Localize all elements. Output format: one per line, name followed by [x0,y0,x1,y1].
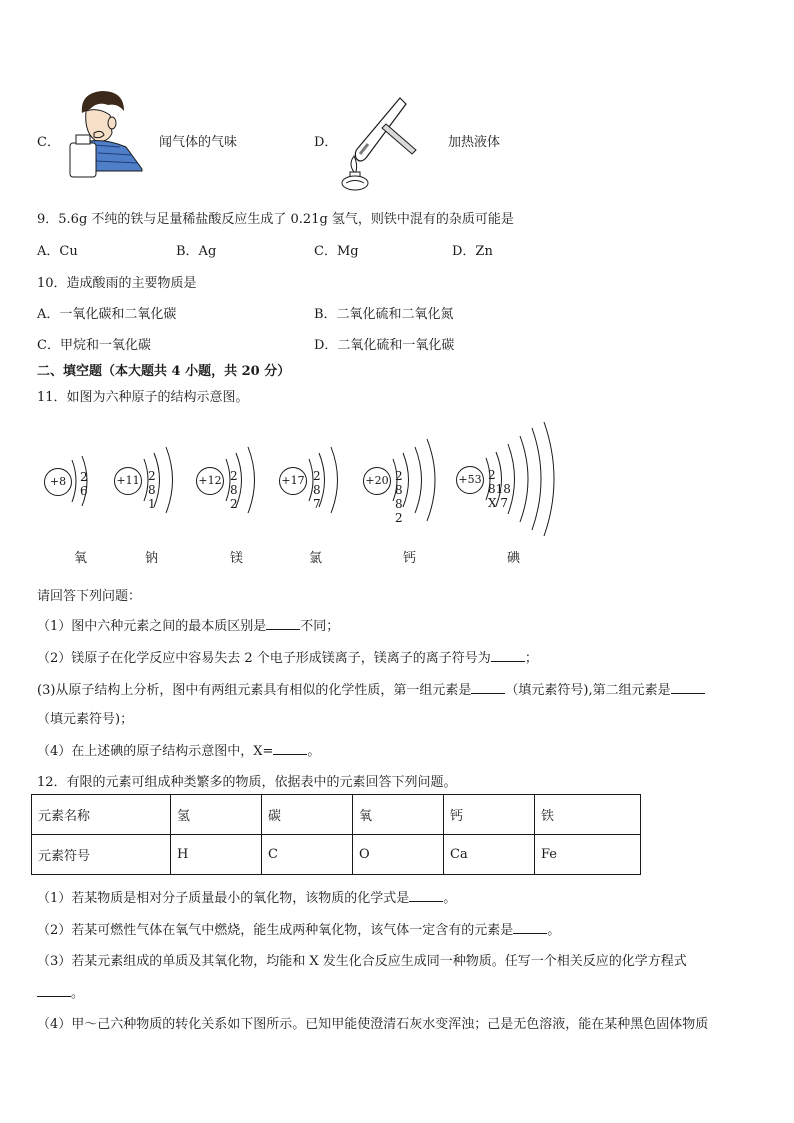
q11-part3 [37,679,705,698]
q10-option-d: D．二氧化硫和一氧化碳 [314,338,455,353]
nucleus: +11 [114,467,142,495]
q12-part3: （3）若某元素组成的单质及其氧化物，均能和 X 发生化合反应生成同一种物质。任写一个相关反应的化学方程式 [37,954,687,969]
table-cell: 元素符号 [32,835,171,875]
q11-part1-text: （1）图中六种元素之间的最本质区别是 [37,619,267,634]
nucleus: +8 [44,468,72,496]
q9-option-c: C．Mg [314,244,359,259]
answer-blank[interactable] [273,742,307,755]
q11-part3-mid: （填元素符号),第二组元素是 [505,683,671,698]
nucleus: +20 [363,467,391,495]
answer-blank[interactable] [409,889,443,902]
q12-part2 [37,919,560,938]
table-cell: Fe [535,835,641,875]
answer-blank[interactable] [491,649,525,662]
table-cell: Ca [444,835,535,875]
option-c-label: C． [37,135,60,150]
atom-name-calcium: 钙 [403,551,417,566]
q12-part1-text: （1）若某物质是相对分子质量最小的氧化物，该物质的化学式是 [37,891,410,906]
nucleus: +12 [196,467,224,495]
table-cell: O [353,835,444,875]
answer-blank[interactable] [671,681,705,694]
section-heading: 二、填空题（本大题共 4 小题，共 20 分） [37,364,291,379]
table-cell: C [262,835,353,875]
option-d-label: D． [314,135,338,150]
q10-option-a: A．一氧化碳和二氧化碳 [37,307,177,322]
q10-option-c: C．甲烷和一氧化碳 [37,338,151,353]
q11-part2 [37,647,538,666]
q9-option-a: A．Cu [37,244,78,259]
element-table [31,794,641,875]
q11-part1-tail: 不同； [300,619,340,634]
q9-option-d: D．Zn [452,244,493,259]
q12-part2-tail: 。 [547,923,561,938]
table-cell: 碳 [262,795,353,835]
table-cell: 钙 [444,795,535,835]
q11-part4-tail: 。 [307,744,321,759]
atom-name-oxygen: 氧 [74,551,88,566]
option-d-text: 加热液体 [448,135,501,150]
q12-part4: （4）甲～己六种物质的转化关系如下图所示。已知甲能使澄清石灰水变浑浊；己是无色溶液，能在某种黑色固体物质 [37,1017,709,1032]
heating-liquid-illustration [338,94,428,194]
table-row [32,835,641,875]
table-cell: 铁 [535,795,641,835]
q11-part2-text: （2）镁原子在化学反应中容易失去 2 个电子形成镁离子，镁离子的离子符号为 [37,651,491,666]
table-cell: 氧 [353,795,444,835]
q11-part4-text: （4）在上述碘的原子结构示意图中，X= [37,744,274,759]
table-row [32,795,641,835]
q11-prompt: 请回答下列问题： [37,589,142,604]
electron-shells: 2 8 8 2 [395,469,403,525]
atom-name-iodine: 碘 [507,551,521,566]
answer-blank[interactable] [471,681,505,694]
q11-stem: 11．如图为六种原子的结构示意图。 [37,390,249,405]
atom-name-magnesium: 镁 [230,551,244,566]
answer-blank[interactable] [513,921,547,934]
q12-part1-tail: 。 [443,891,457,906]
option-c-text: 闻气体的气味 [159,135,238,150]
q10-stem: 10．造成酸雨的主要物质是 [37,276,197,291]
q11-part1 [37,615,339,634]
q12-part2-text: （2）若某可燃性气体在氧气中燃烧，能生成两种氧化物，该气体一定含有的元素是 [37,923,514,938]
q9-option-b: B．Ag [176,244,217,259]
q12-stem: 12．有限的元素可组成种类繁多的物质，依据表中的元素回答下列问题。 [37,775,457,790]
q12-part3-tail: 。 [71,986,85,1001]
q12-part1 [37,887,456,906]
q11-part4 [37,740,320,759]
table-cell: 氢 [171,795,262,835]
atom-name-chlorine: 氯 [309,551,323,566]
table-cell: H [171,835,262,875]
nucleus: +53 [456,466,484,494]
q11-part2-tail: ； [524,651,538,666]
smelling-gas-illustration [68,85,148,185]
electron-shells: 2 818 X 7 [488,468,511,510]
electron-shells: 2 8 1 [148,469,156,511]
q9-stem: 9．5.6g 不纯的铁与足量稀盐酸反应生成了 0.21g 氢气，则铁中混有的杂质可能是 [37,212,514,227]
electron-shells: 2 8 7 [313,469,321,511]
q12-part3-answer [37,982,84,1001]
atom-name-sodium: 钠 [145,551,159,566]
answer-blank[interactable] [37,984,71,997]
q11-part3-text: (3)从原子结构上分析，图中有两组元素具有相似的化学性质，第一组元素是 [37,683,472,698]
q10-option-b: B．二氧化硫和二氧化氮 [314,307,454,322]
electron-shells: 2 6 [80,470,88,498]
table-cell: 元素名称 [32,795,171,835]
answer-blank[interactable] [266,617,300,630]
nucleus: +17 [279,467,307,495]
q11-part3-tail: （填元素符号)； [37,712,134,727]
electron-shells: 2 8 2 [230,469,238,511]
